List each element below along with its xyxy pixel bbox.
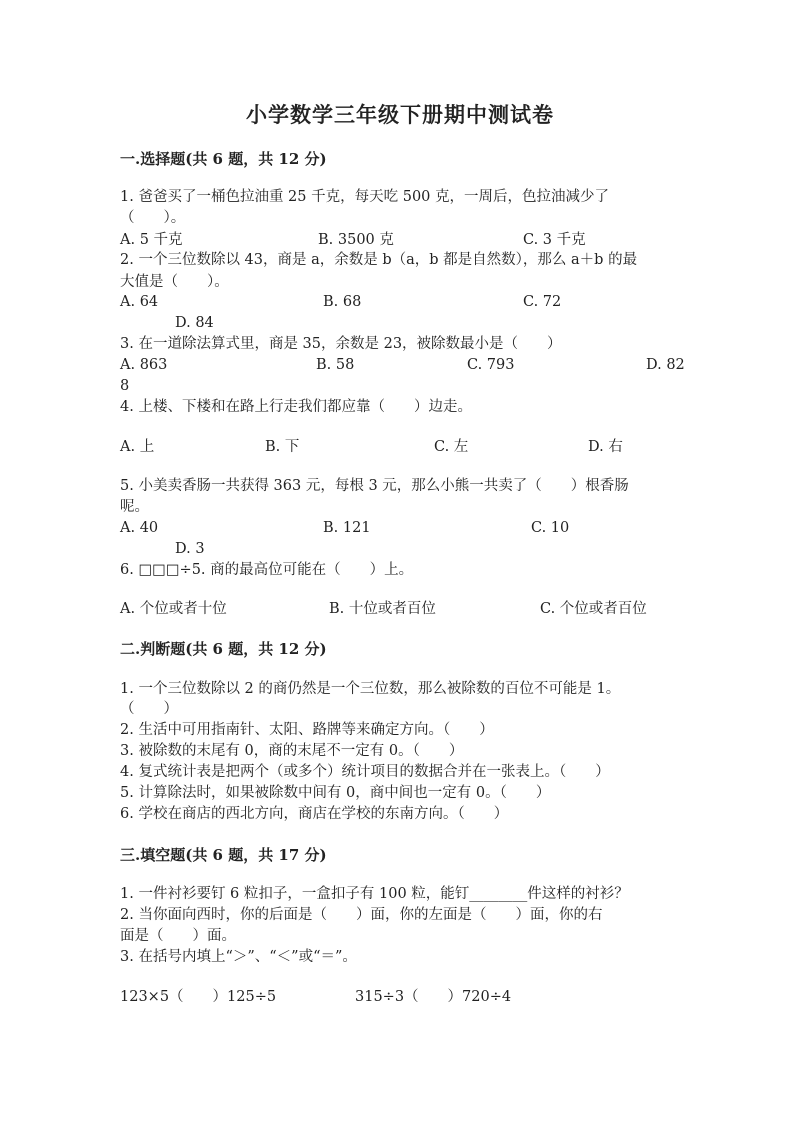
judgement-item-5: 5. 计算除法时，如果被除数中间有 0，商中间也一定有 0。（ ）	[120, 785, 551, 801]
compare-expression-2: 315÷3（ ）720÷4	[355, 989, 512, 1005]
question-6-stem: 6. □□□÷5. 商的最高位可能在（ ）上。	[120, 562, 414, 578]
question-6-option-a: A. 个位或者十位	[120, 601, 227, 617]
judgement-item-6: 6. 学校在商店的西北方向，商店在学校的东南方向。（ ）	[120, 806, 509, 822]
fill-item-3: 3. 在括号内填上“＞”、“＜”或“＝”。	[120, 949, 357, 965]
judgement-item-1-bracket: （ ）	[120, 701, 178, 717]
question-5-option-d: D. 3	[175, 541, 205, 557]
question-3-option-b: B. 58	[316, 357, 355, 373]
question-6-option-b: B. 十位或者百位	[329, 601, 436, 617]
question-2-stem: 2. 一个三位数除以 43，商是 a，余数是 b（a，b 都是自然数），那么 a＋b 的最	[120, 252, 638, 268]
question-4-option-c: C. 左	[434, 439, 469, 455]
question-1-option-c: C. 3 千克	[523, 232, 586, 248]
question-3-option-a: A. 863	[120, 357, 168, 373]
question-1-option-a: A. 5 千克	[120, 232, 183, 248]
section-header-fill: 三.填空题(共 6 题，共 17 分)	[120, 846, 327, 864]
question-4-option-b: B. 下	[265, 439, 300, 455]
question-2-option-a: A. 64	[120, 294, 159, 310]
judgement-item-3: 3. 被除数的末尾有 0，商的末尾不一定有 0。（ ）	[120, 743, 464, 759]
fill-item-2-cont: 面是（ ）面。	[120, 928, 236, 944]
question-1-stem-cont: （ ）。	[120, 210, 186, 226]
question-2-option-d: D. 84	[175, 315, 214, 331]
question-4-option-d: D. 右	[588, 439, 623, 455]
judgement-item-1: 1. 一个三位数除以 2 的商仍然是一个三位数，那么被除数的百位不可能是 1。	[120, 681, 621, 697]
question-5-option-a: A. 40	[120, 520, 159, 536]
question-3-stem: 3. 在一道除法算式里，商是 35，余数是 23，被除数最小是（ ）	[120, 336, 562, 352]
question-5-stem-cont: 呢。	[120, 499, 149, 515]
question-3-option-c: C. 793	[467, 357, 515, 373]
judgement-item-2: 2. 生活中可用指南针、太阳、路牌等来确定方向。（ ）	[120, 722, 494, 738]
question-1-stem: 1. 爸爸买了一桶色拉油重 25 千克，每天吃 500 克，一周后，色拉油减少了	[120, 189, 610, 205]
page-title: 小学数学三年级下册期中测试卷	[246, 102, 554, 127]
question-1-option-b: B. 3500 克	[318, 232, 394, 248]
question-2-option-c: C. 72	[523, 294, 562, 310]
question-5-option-b: B. 121	[323, 520, 371, 536]
question-3-option-d: D. 82	[646, 357, 685, 373]
judgement-item-4: 4. 复式统计表是把两个（或多个）统计项目的数据合并在一张表上。（ ）	[120, 764, 610, 780]
section-header-judgement: 二.判断题(共 6 题，共 12 分)	[120, 640, 327, 658]
question-5-option-c: C. 10	[531, 520, 570, 536]
question-6-option-c: C. 个位或者百位	[540, 601, 647, 617]
question-5-stem: 5. 小美卖香肠一共获得 363 元，每根 3 元，那么小熊一共卖了（ ）根香肠	[120, 478, 629, 494]
question-4-stem: 4. 上楼、下楼和在路上行走我们都应靠（ ）边走。	[120, 399, 472, 415]
compare-expression-1: 123×5（ ）125÷5	[120, 989, 277, 1005]
question-4-option-a: A. 上	[120, 439, 155, 455]
fill-item-2: 2. 当你面向西时，你的后面是（ ）面，你的左面是（ ）面，你的右	[120, 907, 603, 923]
fill-item-1: 1. 一件衬衫要钉 6 粒扣子，一盒扣子有 100 粒，能钉________件这样的衬衫？	[120, 886, 629, 902]
question-2-option-b: B. 68	[323, 294, 362, 310]
question-2-stem-cont: 大值是（ ）。	[120, 274, 229, 290]
section-header-choice: 一.选择题(共 6 题，共 12 分)	[120, 150, 327, 168]
question-3-option-d-wrap: 8	[120, 378, 130, 394]
